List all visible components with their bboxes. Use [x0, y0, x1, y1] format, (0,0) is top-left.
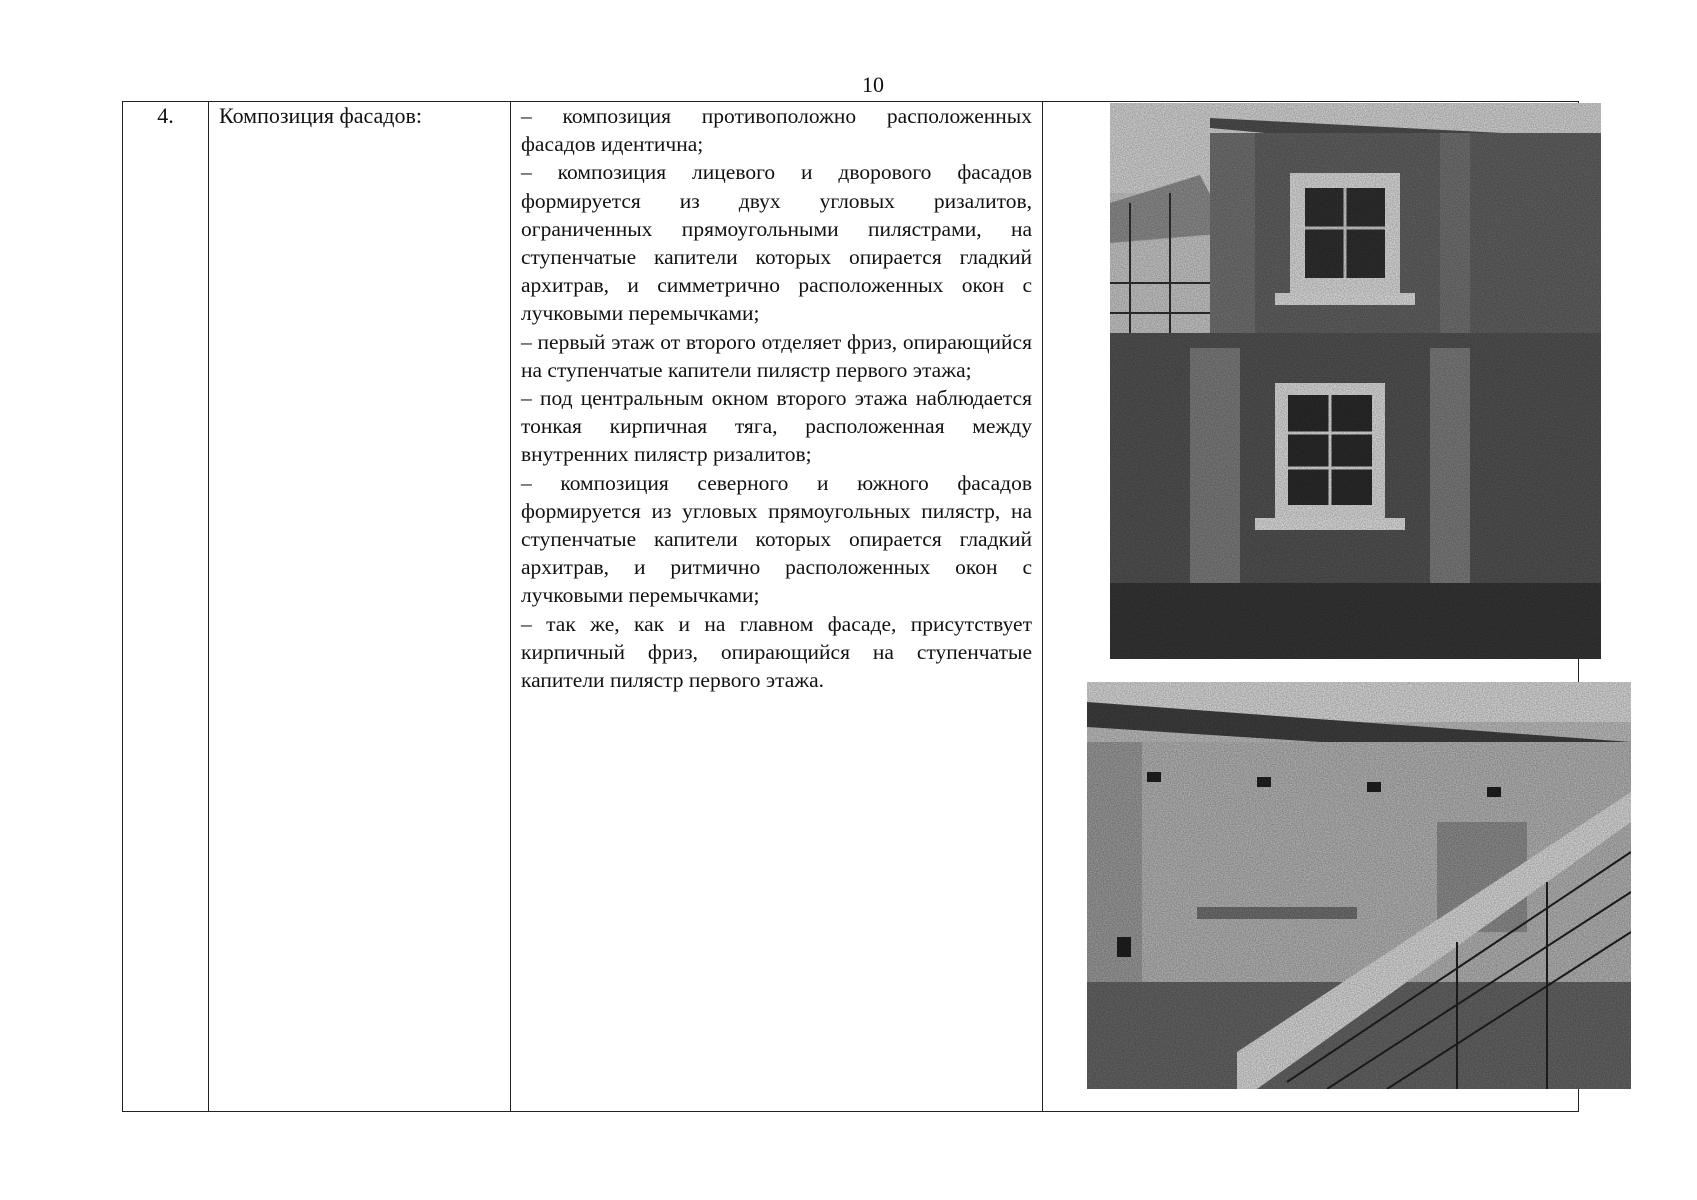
- description-paragraph: – первый этаж от второго отделяет фриз, опирающийся на ступенчатые капители пилястр первого этажа;: [521, 329, 1032, 382]
- description-paragraph: – композиция противоположно расположенных фасадов идентична;: [521, 104, 1032, 157]
- photos-cell: [1043, 102, 1579, 1112]
- facade-photo-front: [1110, 103, 1601, 659]
- description-paragraph: – композиция северного и южного фасадов формируется из угловых прямоугольных пилястр, на ступенчатые капители которых опирается гладкий архитрав, и ритмично расположенных окон с лучковыми перемычками;: [521, 470, 1032, 608]
- page-number: 10: [862, 72, 884, 97]
- description-paragraph: – композиция лицевого и дворового фасадов формируется из двух угловых ризалитов, ограниченных прямоугольными пилястрами, на ступенчатые капители которых опирается гладкий архитрав, и симметрично расположенных окон с лучковыми перемычками;: [521, 160, 1032, 326]
- row-number: 4.: [123, 102, 209, 1112]
- table-row: [123, 102, 1579, 1112]
- row-description: [511, 102, 1043, 1112]
- facade-table: [122, 101, 1579, 1112]
- description-paragraph: – так же, как и на главном фасаде, присутствует кирпичный фриз, опирающийся на ступенчатые капители пилястр первого этажа.: [521, 611, 1032, 693]
- facade-photo-side: [1087, 682, 1631, 1089]
- description-paragraph: – под центральным окном второго этажа наблюдается тонкая кирпичная тяга, расположенная между внутренних пилястр ризалитов;: [521, 386, 1032, 467]
- row-title: Композиция фасадов:: [209, 102, 511, 1112]
